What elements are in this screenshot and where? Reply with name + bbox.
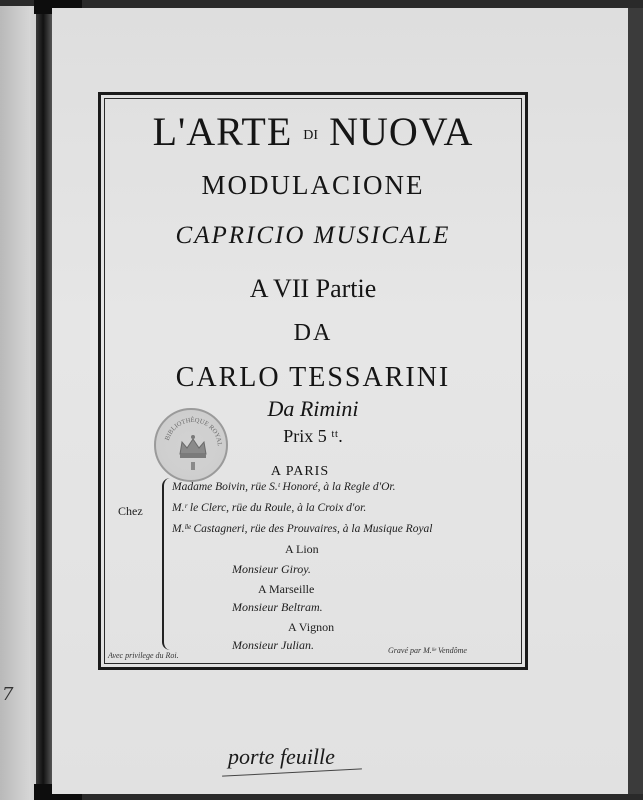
seller-julian: Monsieur Julian. [232, 638, 314, 652]
composer-name: CARLO TESSARINI [175, 362, 451, 393]
title-di: DI [303, 127, 319, 143]
city-avignon: A Vignon [288, 620, 335, 634]
right-page-edge [628, 8, 643, 794]
title-line-3: CAPRICIO MUSICALE [175, 222, 451, 249]
city-paris: A PARIS [270, 464, 330, 479]
margin-mark: 7 [2, 684, 14, 705]
title-line-2: MODULACIONE [201, 170, 425, 200]
book-gutter [36, 0, 52, 800]
city-marseille: A Marseille [258, 582, 315, 596]
seller-giroy: Monsieur Giroy. [232, 562, 311, 576]
svg-text:BIBLIOTHÈQUE ROYALE [156, 410, 223, 447]
title-larte: L'ARTE [152, 109, 293, 154]
seller-boivin: Madame Boivin, rüe S.ᵗ Honoré, à la Regle d'Or. [172, 481, 396, 493]
title-line-5: DA [293, 320, 333, 346]
engraver-credit: Gravé par M.ˡˡᵉ Vendôme [388, 646, 467, 655]
city-lyon: A Lion [285, 542, 319, 556]
composer-origin: Da Rimini [267, 396, 359, 421]
seller-castagneri: M.ˡˡᵉ Castagneri, rüe des Prouvaires, à la Musique Royal [172, 523, 433, 535]
chez-label: Chez [118, 504, 143, 518]
seller-beltram: Monsieur Beltram. [232, 600, 323, 614]
privilege-note: Avec privilege du Roi. [108, 651, 179, 660]
price: Prix 5 ᵗᵗ. [283, 426, 343, 446]
seller-le-clerc: M.ʳ le Clerc, rüe du Roule, à la Croix d'or. [172, 502, 367, 514]
title-line-4: A VII Partie [249, 274, 377, 303]
title-line-1 [104, 108, 522, 155]
handwritten-annotation: porte feuille [228, 744, 335, 769]
stamp-text: BIBLIOTHÈQUE ROYAL [163, 416, 224, 447]
title-nuova: NUOVA [329, 109, 474, 154]
